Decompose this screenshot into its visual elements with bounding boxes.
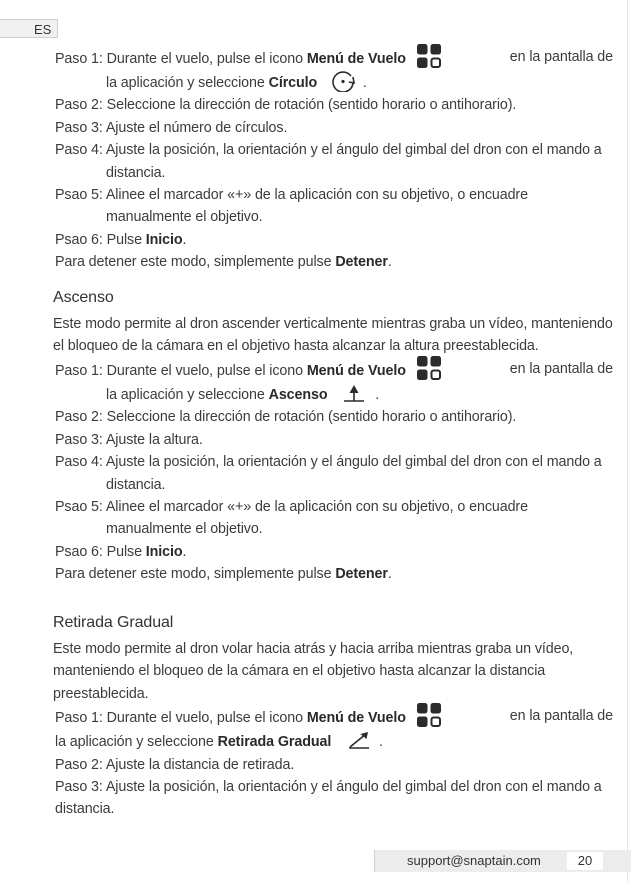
retreat-intro: Este modo permite al dron volar hacia atrás y hacia arriba mientras graba un vídeo, manteniendo el bloqueo de la cámara en el objetivo hasta alcanzar la distancia preestablecida. xyxy=(53,640,574,702)
retreat-arrow-icon xyxy=(341,729,375,751)
ascent-step-3: Paso 3: Ajuste la altura. xyxy=(55,431,203,448)
language-tag-label: ES xyxy=(34,22,52,37)
retreat-section xyxy=(53,612,613,821)
ascent-intro: Este modo permite al dron ascender verticalmente mientras graba un vídeo, manteniendo el bloqueo de la cámara en el objetivo hasta alcanzar la altura preestablecida. xyxy=(53,316,613,355)
circle-section xyxy=(53,46,613,274)
circle-step-2: Paso 2: Seleccione la dirección de rotación (sentido horario o antihorario). xyxy=(55,97,517,114)
flight-menu-icon xyxy=(416,702,442,728)
circle-orbit-icon xyxy=(327,70,359,92)
ascent-section xyxy=(53,287,613,586)
ascent-heading: Ascenso xyxy=(53,288,114,306)
ascent-step-4: Paso 4: Ajuste la posición, la orientación y el ángulo del gimbal del dron con el mando a distancia. xyxy=(55,454,602,493)
support-email: support@snaptain.com xyxy=(407,853,541,868)
ascent-step-6: Psao 6: Pulse Inicio. xyxy=(55,543,187,560)
circle-stop-note: Para detener este modo, simplemente pulse Detener. xyxy=(55,254,392,271)
retreat-heading: Retirada Gradual xyxy=(53,613,174,631)
page-footer xyxy=(374,850,631,872)
circle-step-1-cont: la aplicación y seleccione Círculo . xyxy=(53,72,613,94)
page-edge-line xyxy=(627,0,628,883)
retreat-step-1-cont: la aplicación y seleccione Retirada Gradual . xyxy=(55,731,613,753)
manual-content xyxy=(53,46,613,821)
ascent-stop-note: Para detener este modo, simplemente pulse Detener. xyxy=(55,566,392,583)
ascent-step-2: Paso 2: Seleccione la dirección de rotación (sentido horario o antihorario). xyxy=(55,409,517,426)
retreat-step-1: Paso 1: Durante el vuelo, pulse el icono Menú de Vuelo en la pantalla de xyxy=(55,705,613,731)
language-tag xyxy=(0,19,58,38)
ascent-step-1: Paso 1: Durante el vuelo, pulse el icono Menú de Vuelo en la pantalla de xyxy=(55,358,613,384)
ascent-arrow-icon xyxy=(337,382,371,404)
circle-step-6: Psao 6: Pulse Inicio. xyxy=(55,231,187,248)
circle-step-4: Paso 4: Ajuste la posición, la orientación y el ángulo del gimbal del dron con el mando a distancia. xyxy=(55,142,602,181)
flight-menu-icon xyxy=(416,43,442,69)
retreat-step-3: Paso 3: Ajuste la posición, la orientación y el ángulo del gimbal del dron con el mando a distancia. xyxy=(55,778,602,818)
ascent-step-5: Psao 5: Alinee el marcador «+» de la aplicación con su objetivo, o encuadre manualmente el objetivo. xyxy=(55,498,528,538)
circle-step-3: Paso 3: Ajuste el número de círculos. xyxy=(55,119,288,136)
ascent-step-1-cont: la aplicación y seleccione Ascenso . xyxy=(53,384,613,406)
flight-menu-icon xyxy=(416,355,442,381)
retreat-step-2: Paso 2: Ajuste la distancia de retirada. xyxy=(55,756,295,773)
page-number: 20 xyxy=(567,852,603,870)
circle-step-5: Psao 5: Alinee el marcador «+» de la aplicación con su objetivo, o encuadre manualmente el objetivo. xyxy=(55,187,528,226)
circle-step-1: Paso 1: Durante el vuelo, pulse el icono Menú de Vuelo en la pantalla de xyxy=(55,46,613,72)
